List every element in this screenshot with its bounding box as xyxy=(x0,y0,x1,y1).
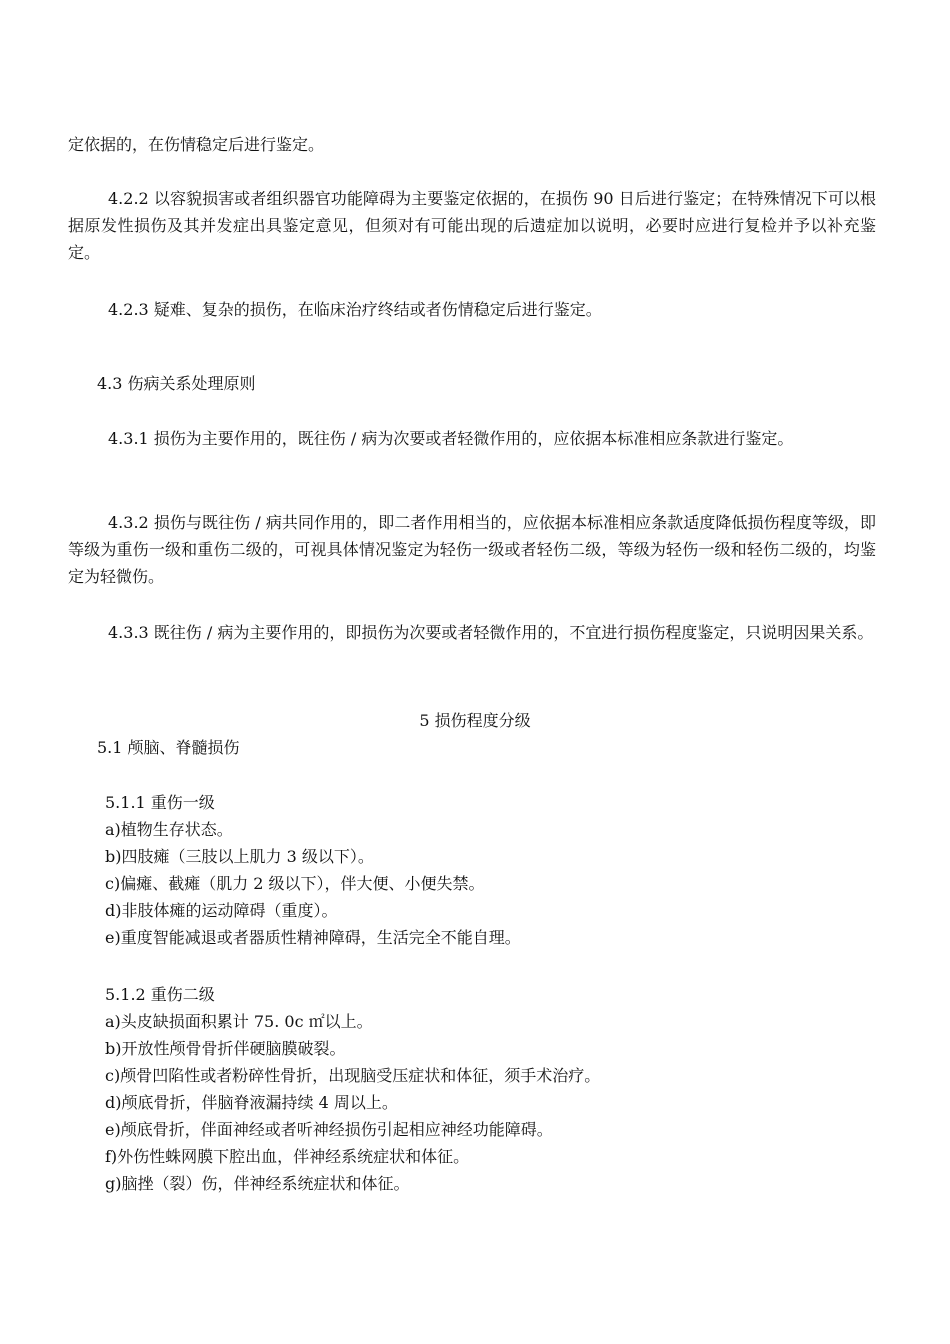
list-5-1-1 xyxy=(105,816,521,951)
paragraph-4-3-1: 4.3.1 损伤为主要作用的，既往伤 / 病为次要或者轻微作用的，应依据本标准相应条款进行鉴定。 xyxy=(108,429,794,448)
section-heading-4-3: 4.3 伤病关系处理原则 xyxy=(97,374,256,393)
paragraph-continuation: 定依据的，在伤情稳定后进行鉴定。 xyxy=(68,135,325,154)
list-item: a)头皮缺损面积累计 75. 0c ㎡以上。 xyxy=(105,1012,373,1031)
subsection-heading-5-1-2: 5.1.2 重伤二级 xyxy=(105,985,215,1004)
list-item: a)植物生存状态。 xyxy=(105,820,233,839)
list-item: b)四肢瘫（三肢以上肌力 3 级以下）。 xyxy=(105,847,374,866)
list-item: c)颅骨凹陷性或者粉碎性骨折，出现脑受压症状和体征，须手术治疗。 xyxy=(105,1066,601,1085)
paragraph-4-2-3: 4.2.3 疑难、复杂的损伤，在临床治疗终结或者伤情稳定后进行鉴定。 xyxy=(108,300,602,319)
list-item: e)重度智能减退或者器质性精神障碍，生活完全不能自理。 xyxy=(105,928,521,947)
list-item: b)开放性颅骨骨折伴硬脑膜破裂。 xyxy=(105,1039,346,1058)
list-item: d)非肢体瘫的运动障碍（重度）。 xyxy=(105,901,338,920)
list-item: g)脑挫（裂）伤，伴神经系统症状和体征。 xyxy=(105,1174,410,1193)
paragraph-4-3-2: 4.3.2 损伤与既往伤 / 病共同作用的，即二者作用相当的，应依据本标准相应条款适度降低损伤程度等级，即等级为重伤一级和重伤二级的，可视具体情况鉴定为轻伤一级或者轻伤二级，等级为轻伤一级和轻伤二级的，均鉴定为轻微伤。 xyxy=(68,513,876,586)
list-item: c)偏瘫、截瘫（肌力 2 级以下），伴大便、小便失禁。 xyxy=(105,874,485,893)
chapter-title-5: 5 损伤程度分级 xyxy=(419,711,531,730)
paragraph-4-3-3: 4.3.3 既往伤 / 病为主要作用的，即损伤为次要或者轻微作用的，不宜进行损伤程度鉴定，只说明因果关系。 xyxy=(108,623,874,642)
list-5-1-2 xyxy=(105,1008,600,1197)
subsection-heading-5-1-1: 5.1.1 重伤一级 xyxy=(105,793,215,812)
paragraph-4-2-2: 4.2.2 以容貌损害或者组织器官功能障碍为主要鉴定依据的，在损伤 90 日后进行鉴定；在特殊情况下可以根据原发性损伤及其并发症出具鉴定意见，但须对有可能出现的后遗症加以说明，必要时应进行复检并予以补充鉴定。 xyxy=(68,189,876,262)
list-item: f)外伤性蛛网膜下腔出血，伴神经系统症状和体征。 xyxy=(105,1147,470,1166)
list-item: e)颅底骨折，伴面神经或者听神经损伤引起相应神经功能障碍。 xyxy=(105,1120,553,1139)
list-item: d)颅底骨折，伴脑脊液漏持续 4 周以上。 xyxy=(105,1093,398,1112)
section-heading-5-1: 5.1 颅脑、脊髓损伤 xyxy=(97,738,240,757)
